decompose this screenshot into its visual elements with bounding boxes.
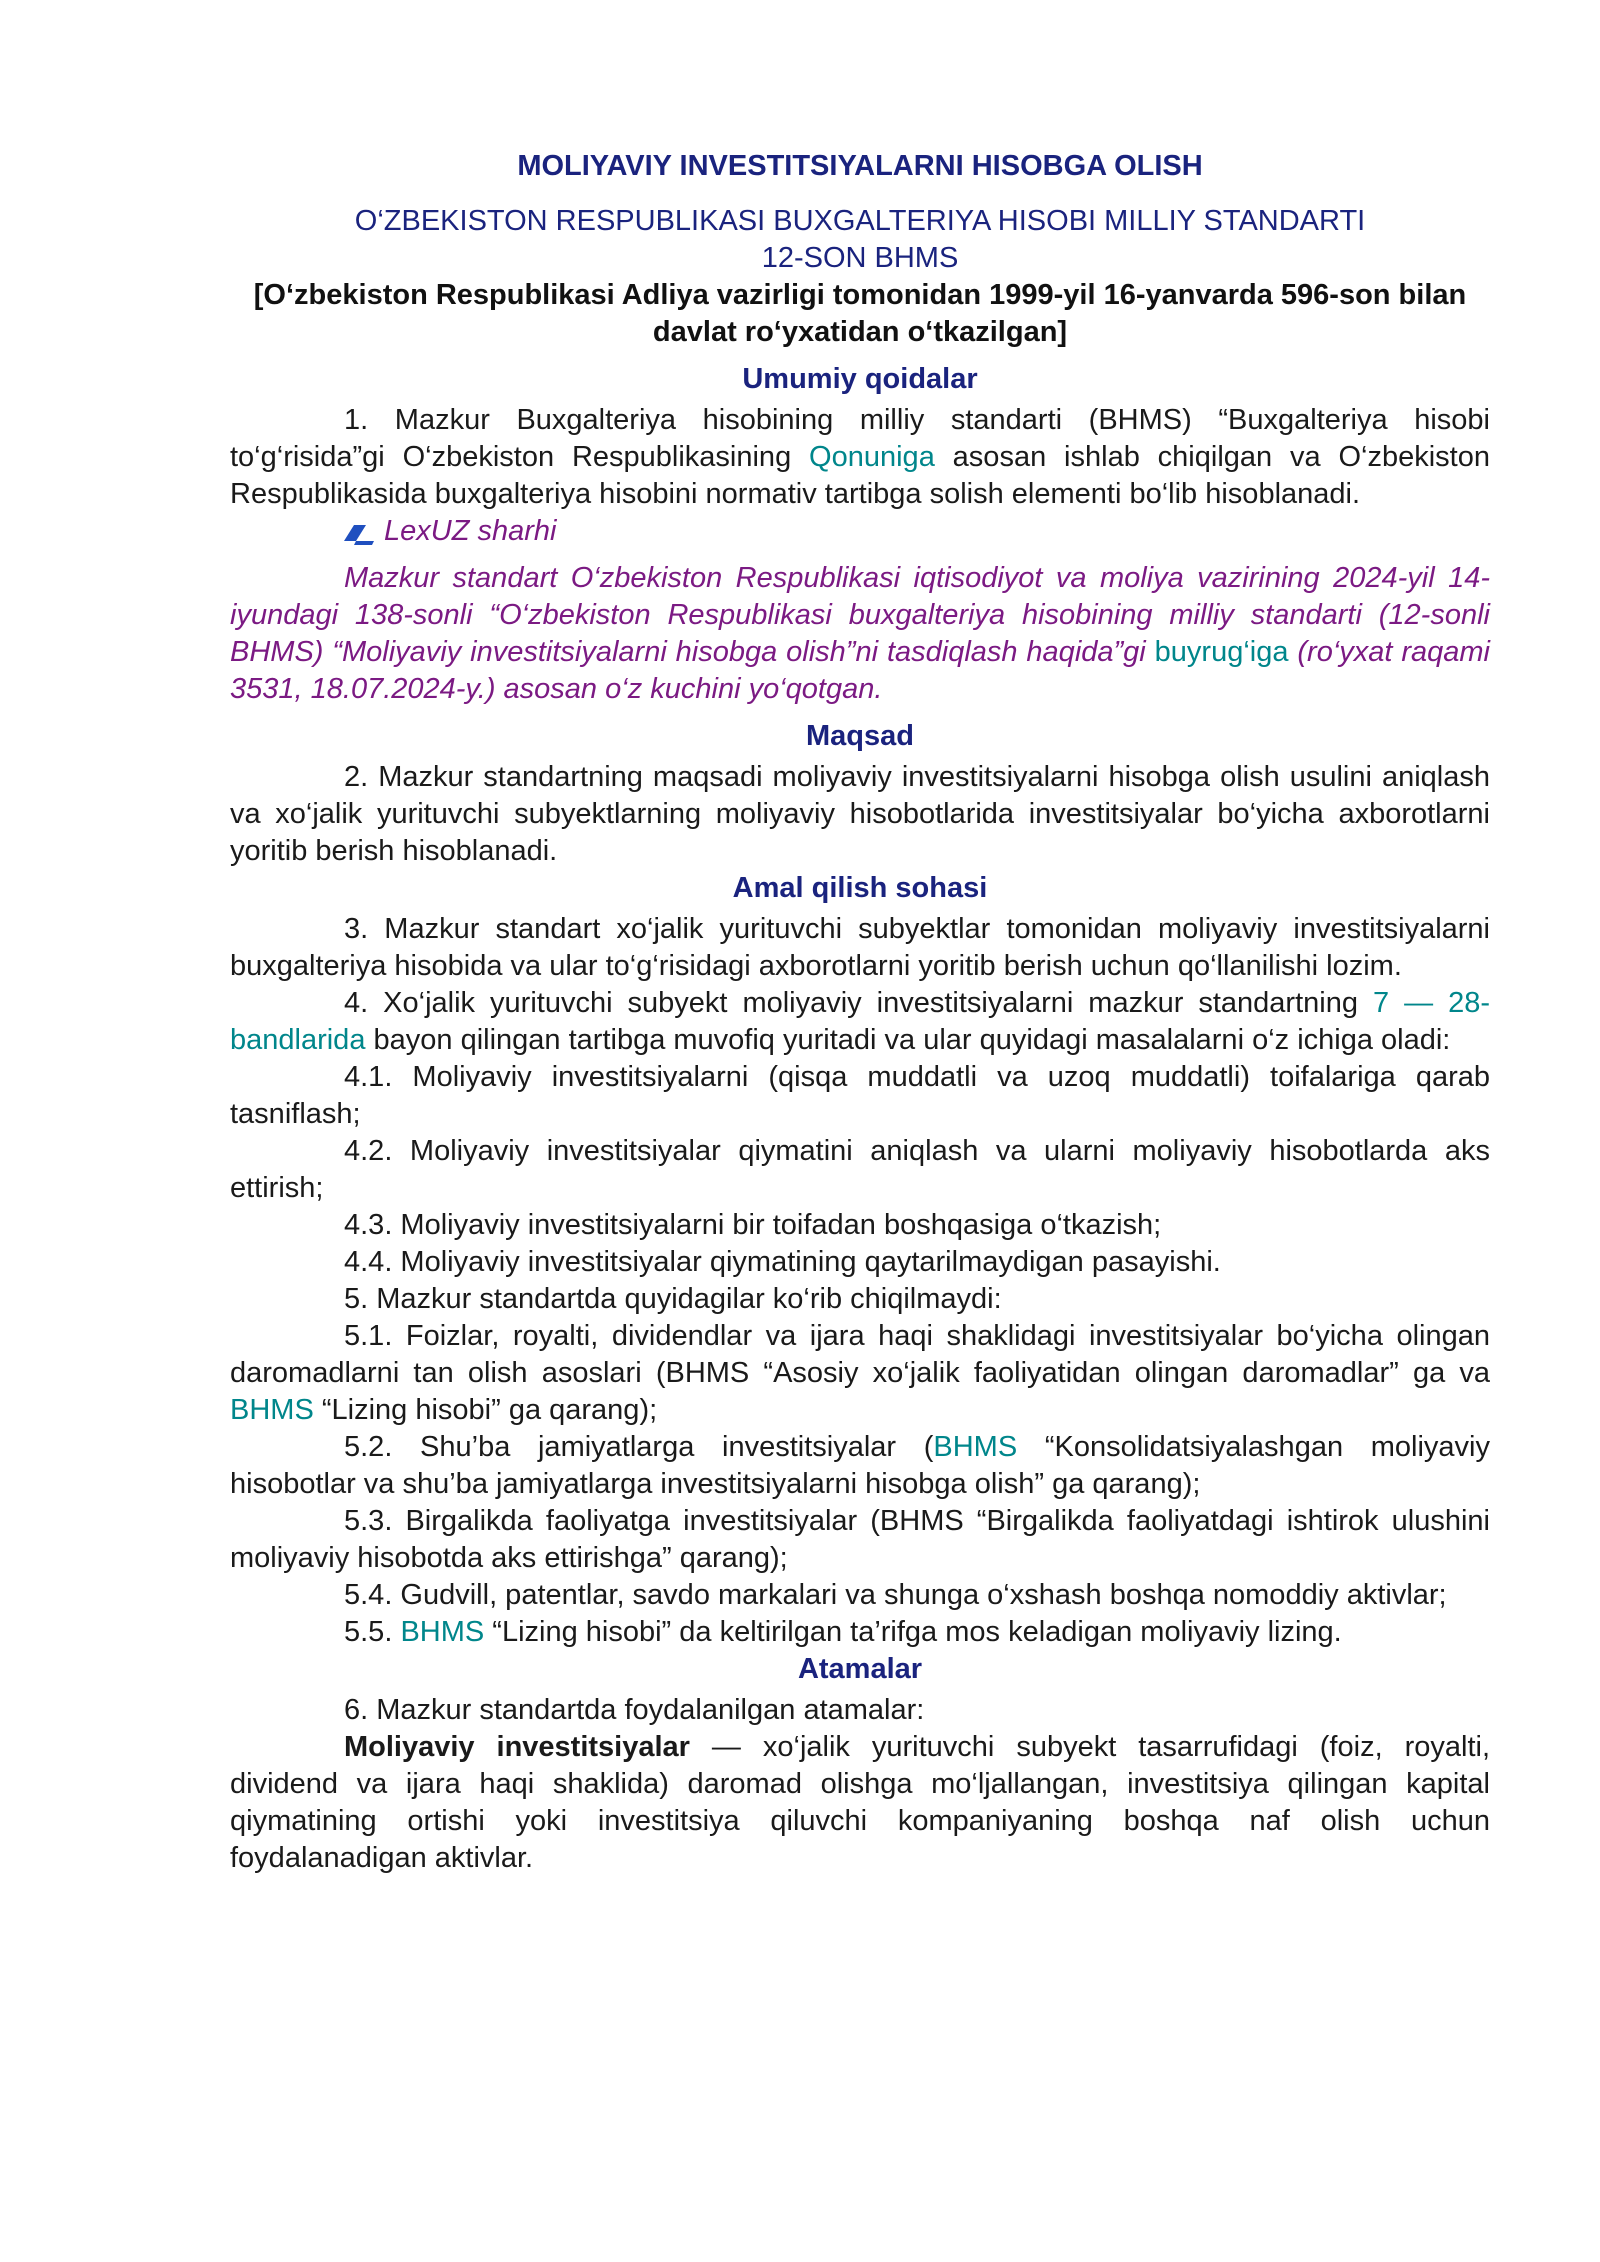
paragraph-4: [230, 985, 1490, 1059]
paragraph-5-5-text-b: “Lizing hisobi” da keltirilgan ta’rifga mos keladigan moliyaviy lizing.: [484, 1616, 1342, 1648]
paragraph-4-text-a: 4. Xo‘jalik yurituvchi subyekt moliyaviy investitsiyalarni mazkur standartning: [344, 987, 1373, 1019]
paragraph-4-3: 4.3. Moliyaviy investitsiyalarni bir toifadan boshqasiga o‘tkazish;: [344, 1209, 1162, 1241]
paragraph-5-1-text-b: “Lizing hisobi” ga qarang);: [313, 1394, 658, 1426]
paragraph-4-text-b: bayon qilingan tartibga muvofiq yuritadi va ular quyidagi masalalarni o‘z ichiga oladi:: [365, 1024, 1451, 1056]
section-heading-scope: Amal qilish sohasi: [732, 872, 988, 904]
paragraph-5-2-text-b: “Konsolidatsiyalashgan moliyaviy hisobotlar va shu’ba jamiyatlarga investitsiyalarni hisobga olish” ga qarang);: [230, 1431, 1490, 1500]
paragraph-2: 2. Mazkur standartning maqsadi moliyaviy investitsiyalarni hisobga olish usulini aniqlash va xo‘jalik yurituvchi subyektlarning moliyaviy hisobotlarida investitsiyalar bo‘yicha axborotlarni yoritib berish hisoblanadi.: [230, 761, 1490, 867]
clauses-link[interactable]: 7 — 28-bandlarida: [230, 987, 1490, 1056]
paragraph-5-1: [230, 1318, 1490, 1429]
document-body: [230, 148, 1490, 1877]
paragraph-5-2: [230, 1429, 1490, 1503]
bhms-link-leasing-2[interactable]: BHMS: [400, 1616, 485, 1648]
paragraph-5-5: [230, 1614, 1490, 1651]
paragraph-5: 5. Mazkur standartda quyidagilar ko‘rib chiqilmaydi:: [344, 1283, 1002, 1315]
order-link[interactable]: buyrug‘iga: [1154, 636, 1289, 668]
paragraph-1-text-b: asosan ishlab chiqilgan va O‘zbekiston Respublikasida buxgalteriya hisobini normativ tartibga solish elementi bo‘lib hisoblanadi.: [230, 441, 1490, 510]
paragraph-5-4: 5.4. Gudvill, patentlar, savdo markalari va shunga o‘xshash boshqa nomoddiy aktivlar;: [344, 1579, 1447, 1611]
paragraph-5-2-text-a: 5.2. Shu’ba jamiyatlarga investitsiyalar (: [344, 1431, 934, 1463]
document-title: MOLIYAVIY INVESTITSIYALARNI HISOBGA OLISH: [517, 150, 1203, 182]
paragraph-4-1: 4.1. Moliyaviy investitsiyalarni (qisqa muddatli va uzoq muddatli) toifalariga qarab tasniflash;: [230, 1061, 1490, 1130]
section-heading-general: Umumiy qoidalar: [742, 363, 978, 395]
paragraph-5-5-text-a: 5.5.: [344, 1616, 401, 1648]
definition-financial-investments: [230, 1729, 1490, 1877]
repeal-note-text-a: Mazkur standart O‘zbekiston Respublikasi iqtisodiyot va moliya vazirining 2024-yil 14-iyundagi 138-sonli “O‘zbekiston Respublikasi buxgalteriya hisobining milliy standarti (12-sonli BHMS) “Moliyaviy investitsiyalarni hisobga olish”ni tasdiqlash haqida”gi: [230, 562, 1490, 668]
paragraph-4-2: 4.2. Moliyaviy investitsiyalar qiymatini aniqlash va ularni moliyaviy hisobotlarda aks ettirish;: [230, 1135, 1490, 1204]
paragraph-1-text-a: 1. Mazkur Buxgalteriya hisobining milliy standarti (BHMS) “Buxgalteriya hisobi to‘g‘risida”gi O‘zbekiston Respublikasining: [230, 404, 1490, 473]
bhms-link-leasing[interactable]: BHMS: [230, 1394, 314, 1426]
registration-note: [O‘zbekiston Respublikasi Adliya vazirligi tomonidan 1999-yil 16-yanvarda 596-son bilan davlat ro‘yxatidan o‘tkazilgan]: [253, 279, 1467, 348]
law-link[interactable]: Qonuniga: [809, 441, 935, 473]
lexuz-commentary-link[interactable]: [230, 513, 1490, 550]
bhms-link-consolidated[interactable]: BHMS: [933, 1431, 1018, 1463]
standard-name: O‘ZBEKISTON RESPUBLIKASI BUXGALTERIYA HISOBI MILLIY STANDARTI: [354, 205, 1366, 237]
paragraph-5-1-text-a: 5.1. Foizlar, royalti, dividendlar va ijara haqi shaklidagi investitsiyalar bo‘yicha olingan daromadlarni tan olish asoslari (BHMS “Asosiy xo‘jalik faoliyatidan olingan daromadlar” ga va: [230, 1320, 1490, 1389]
section-heading-terms: Atamalar: [797, 1653, 923, 1685]
paragraph-6: 6. Mazkur standartda foydalanilgan atamalar:: [344, 1694, 925, 1726]
section-heading-purpose: Maqsad: [806, 720, 914, 752]
repeal-note: [230, 560, 1490, 708]
paragraph-1: [230, 402, 1490, 513]
repeal-note-text-b: (ro‘yxat raqami 3531, 18.07.2024-y.) asosan o‘z kuchini yo‘qotgan.: [230, 636, 1491, 705]
paragraph-4-4: 4.4. Moliyaviy investitsiyalar qiymatining qaytarilmaydigan pasayishi.: [344, 1246, 1221, 1278]
lexuz-commentary-label: LexUZ sharhi: [384, 515, 557, 547]
definition-text: — xo‘jalik yurituvchi subyekt tasarrufidagi (foiz, royalti, dividend va ijara haqi shaklida) daromad olishga mo‘ljallangan, investitsiya qilingan kapital qiymatining ortishi yoki investitsiya qiluvchi kompaniyaning boshqa naf olish uchun foydalanadigan aktivlar.: [230, 1731, 1490, 1874]
paragraph-5-3: 5.3. Birgalikda faoliyatga investitsiyalar (BHMS “Birgalikda faoliyatdagi ishtirok ulushini moliyaviy hisobotda aks ettirishga” qarang);: [230, 1505, 1490, 1574]
paragraph-3: 3. Mazkur standart xo‘jalik yurituvchi subyektlar tomonidan moliyaviy investitsiyalarni buxgalteriya hisobida va ular to‘g‘risidagi axborotlarni yoritib berish uchun qo‘llanilishi lozim.: [230, 913, 1490, 982]
lexuz-logo-icon: [344, 520, 376, 544]
standard-number: 12-SON BHMS: [761, 242, 959, 274]
definition-term: Moliyaviy investitsiyalar: [344, 1731, 690, 1763]
